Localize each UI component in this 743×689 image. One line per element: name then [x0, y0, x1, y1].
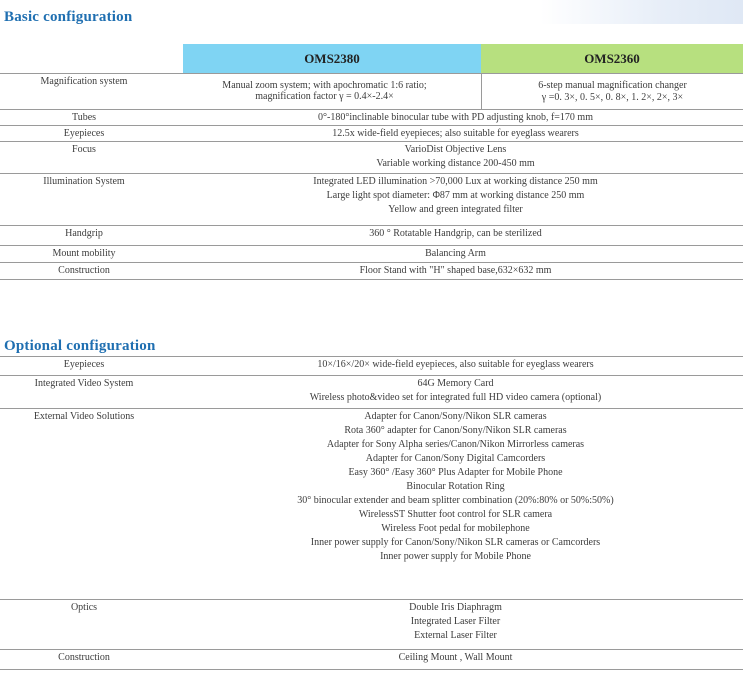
- spec-label: Magnification system: [0, 74, 168, 110]
- spec-row: [0, 409, 743, 600]
- spec-label: Mount mobility: [0, 246, 168, 263]
- spec-row-magnification: [0, 74, 743, 110]
- spec-label: Construction: [0, 263, 168, 280]
- spec-value: [168, 142, 743, 174]
- model-oms2380-header: OMS2380: [183, 44, 481, 73]
- spec-value-line: Large light spot diameter: Φ87 mm at working distance 250 mm: [326, 190, 585, 201]
- optional-config-title: Optional configuration: [4, 338, 156, 354]
- spec-label: Illumination System: [0, 174, 168, 226]
- spec-value: [168, 600, 743, 650]
- spec-value-line: Inner power supply for Canon/Sony/Nikon SLR cameras or Camcorders: [310, 537, 601, 548]
- model-oms2360-header: OMS2360: [481, 44, 743, 73]
- spec-value-line: 12.5x wide-field eyepieces; also suitable for eyeglass wearers: [332, 128, 579, 139]
- spec-value-line: Wireless photo&video set for integrated full HD video camera (optional): [309, 392, 602, 403]
- spec-value-line: Variable working distance 200-450 mm: [376, 158, 535, 169]
- spec-value: [168, 357, 743, 376]
- basic-config-title: Basic configuration: [4, 9, 133, 25]
- spec-row: [0, 110, 743, 126]
- spec-value-line: Easy 360° /Easy 360° Plus Adapter for Mobile Phone: [348, 467, 563, 478]
- spec-row: [0, 246, 743, 263]
- spec-value-line: 0°-180°inclinable binocular tube with PD adjusting knob, f=170 mm: [318, 112, 593, 123]
- spec-value-line: γ =0. 3×, 0. 5×, 0. 8×, 1. 2×, 2×, 3×: [541, 92, 684, 103]
- spec-label: Integrated Video System: [0, 376, 168, 409]
- spec-row: [0, 357, 743, 376]
- spec-value-line: VarioDist Objective Lens: [404, 144, 507, 155]
- spec-row: [0, 226, 743, 246]
- spec-value-line: Double Iris Diaphragm: [409, 602, 502, 613]
- spec-row: [0, 142, 743, 174]
- spec-value-line: Adapter for Sony Alpha series/Canon/Nikon Mirrorless cameras: [326, 439, 585, 450]
- optional-config-table: [0, 356, 743, 670]
- spec-row: [0, 126, 743, 142]
- spec-row: [0, 600, 743, 650]
- spec-value-line: Floor Stand with "H" shaped base,632×632 mm: [359, 265, 552, 276]
- spec-value-line: Inner power supply for Mobile Phone: [380, 551, 531, 562]
- basic-config-rows: [0, 109, 743, 280]
- spec-value: [168, 409, 743, 600]
- spec-label: Tubes: [0, 110, 168, 126]
- spec-value: [168, 110, 743, 126]
- spec-value-line: Yellow and green integrated filter: [388, 204, 523, 215]
- spec-value: [168, 126, 743, 142]
- spec-label: Eyepieces: [0, 126, 168, 142]
- spec-row: [0, 174, 743, 226]
- spec-value-line: magnification factor γ = 0.4×-2.4×: [255, 91, 394, 102]
- oms2380-magnification: [168, 74, 482, 110]
- header-decoration: [540, 0, 743, 24]
- model-header: [0, 44, 743, 73]
- spec-label: Construction: [0, 650, 168, 670]
- spec-row: [0, 650, 743, 670]
- spec-value-line: 360 ° Rotatable Handgrip, can be sterilized: [369, 228, 542, 239]
- spec-value-line: Binocular Rotation Ring: [406, 481, 505, 492]
- spec-value-line: Ceiling Mount , Wall Mount: [398, 652, 513, 663]
- spec-label: Focus: [0, 142, 168, 174]
- spec-value-line: Adapter for Canon/Sony Digital Camcorders: [365, 453, 546, 464]
- header-spacer: [0, 44, 183, 73]
- spec-value-line: 6-step manual magnification changer: [538, 80, 687, 91]
- spec-value-line: WirelessST Shutter foot control for SLR camera: [358, 509, 553, 520]
- spec-value-line: Adapter for Canon/Sony/Nikon SLR cameras: [364, 411, 547, 422]
- spec-value-line: Integrated LED illumination >70,000 Lux at working distance 250 mm: [313, 176, 598, 187]
- spec-value: [168, 263, 743, 280]
- spec-value: [168, 174, 743, 226]
- spec-value-line: Rota 360° adapter for Canon/Sony/Nikon SLR cameras: [344, 425, 567, 436]
- basic-config-table: [0, 73, 743, 110]
- spec-value-line: Balancing Arm: [425, 248, 486, 259]
- spec-row: [0, 376, 743, 409]
- spec-value-line: External Laser Filter: [414, 630, 497, 641]
- spec-label: Eyepieces: [0, 357, 168, 376]
- spec-value-line: Manual zoom system; with apochromatic 1:6 ratio;: [222, 80, 427, 91]
- spec-value: [168, 650, 743, 670]
- spec-value-line: Integrated Laser Filter: [410, 616, 501, 627]
- spec-value-line: 10×/16×/20× wide-field eyepieces, also suitable for eyeglass wearers: [317, 359, 594, 370]
- spec-value-line: 64G Memory Card: [417, 378, 494, 389]
- spec-label: External Video Solutions: [0, 409, 168, 600]
- spec-label: Handgrip: [0, 226, 168, 246]
- spec-value: [168, 246, 743, 263]
- spec-value: [168, 376, 743, 409]
- oms2360-magnification: [482, 74, 743, 110]
- spec-label: Optics: [0, 600, 168, 650]
- spec-value-line: Wireless Foot pedal for mobilephone: [381, 523, 530, 534]
- spec-row: [0, 263, 743, 280]
- spec-value-line: 30° binocular extender and beam splitter combination (20%:80% or 50%:50%): [297, 495, 614, 506]
- spec-value: [168, 226, 743, 246]
